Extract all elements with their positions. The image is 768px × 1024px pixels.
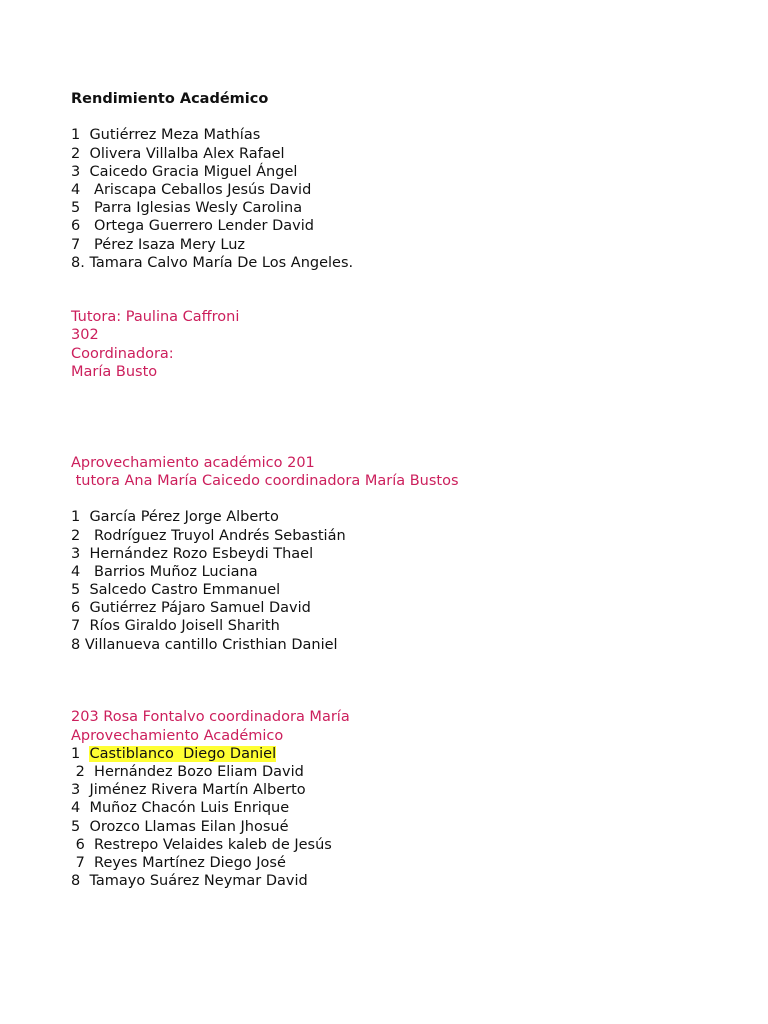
group-number: 302: [71, 327, 99, 344]
list-item: 7 Ríos Giraldo Joisell Sharith: [71, 618, 280, 635]
list-item: 2 Olivera Villalba Alex Rafael: [71, 145, 285, 162]
spacer: [71, 417, 731, 435]
list-item: 7 Reyes Martínez Diego José: [71, 854, 286, 871]
spacer: [71, 381, 731, 399]
list-item: 4 Barrios Muñoz Luciana: [71, 563, 258, 580]
section3-subheading: Aprovechamiento Académico: [71, 727, 284, 744]
spacer: [71, 690, 731, 708]
coordinator-label: Coordinadora:: [71, 345, 174, 362]
spacer: [71, 490, 731, 508]
spacer: [71, 654, 731, 672]
list-item: 8. Tamara Calvo María De Los Angeles.: [71, 254, 354, 271]
list-item: 2 Hernández Bozo Eliam David: [71, 763, 304, 780]
list-item: 6 Ortega Guerrero Lender David: [71, 218, 314, 235]
list-item: [71, 745, 731, 763]
coordinator-name: María Busto: [71, 363, 158, 380]
list-item: 7 Pérez Isaza Mery Luz: [71, 236, 246, 253]
list-item: 8 Tamayo Suárez Neymar David: [71, 873, 308, 890]
spacer: [71, 399, 731, 417]
list-item-number: 1: [71, 745, 90, 762]
spacer: [71, 672, 731, 690]
list-item: 8 Villanueva cantillo Cristhian Daniel: [71, 636, 338, 653]
list-item: 6 Restrepo Velaides kaleb de Jesús: [71, 836, 332, 853]
section2-subheading: tutora Ana María Caicedo coordinadora María Bustos: [71, 472, 459, 489]
spacer: [71, 272, 731, 290]
list-item: 2 Rodríguez Truyol Andrés Sebastián: [71, 527, 346, 544]
spacer: [71, 290, 731, 308]
list-item: 4 Ariscapa Ceballos Jesús David: [71, 181, 312, 198]
spacer: [71, 108, 731, 126]
list-item: 3 Caicedo Gracia Miguel Ángel: [71, 163, 298, 180]
section3-heading: 203 Rosa Fontalvo coordinadora María: [71, 709, 350, 726]
highlighted-name: Castiblanco Diego Daniel: [89, 745, 277, 762]
list-item: 3 Jiménez Rivera Martín Alberto: [71, 782, 306, 799]
document-page: [71, 90, 731, 890]
list-item: 5 Parra Iglesias Wesly Carolina: [71, 200, 303, 217]
spacer: [71, 436, 731, 454]
list-item: 6 Gutiérrez Pájaro Samuel David: [71, 600, 311, 617]
list-item: 3 Hernández Rozo Esbeydi Thael: [71, 545, 314, 562]
list-item: 4 Muñoz Chacón Luis Enrique: [71, 800, 290, 817]
section2-heading: Aprovechamiento académico 201: [71, 454, 315, 471]
list-item: 1 García Pérez Jorge Alberto: [71, 509, 279, 526]
section1-title: Rendimiento Académico: [71, 91, 269, 107]
list-item: 5 Orozco Llamas Eilan Jhosué: [71, 818, 289, 835]
tutor-line: Tutora: Paulina Caffroni: [71, 309, 240, 326]
list-item: 1 Gutiérrez Meza Mathías: [71, 127, 261, 144]
list-item: 5 Salcedo Castro Emmanuel: [71, 582, 281, 599]
